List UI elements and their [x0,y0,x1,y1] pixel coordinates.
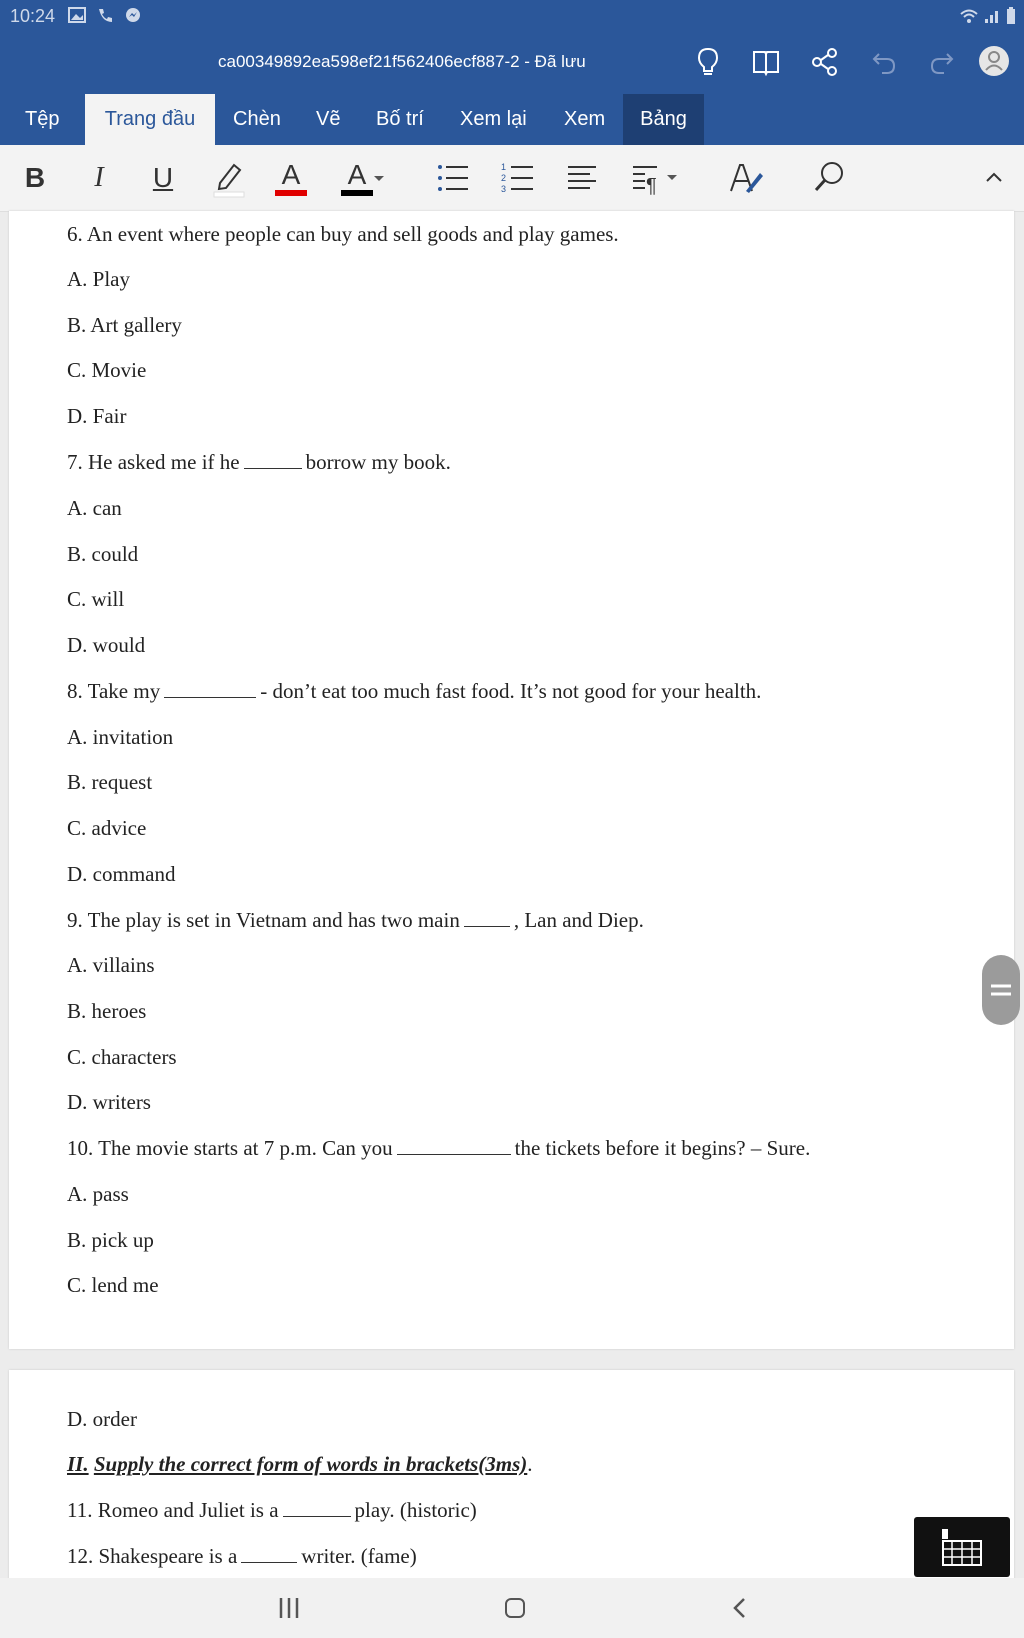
document-title: ca00349892ea598ef21f562406ecf887-2 - Đã lưu [218,52,586,71]
formatting-toolbar [0,145,1024,212]
bullet-list-icon[interactable] [436,157,470,199]
tab-home[interactable]: Trang đầu [85,94,215,145]
tab-view[interactable]: Xem [564,108,606,130]
ribbon-tabs [0,94,1024,145]
tab-table[interactable]: Bảng [623,94,704,145]
status-bar [0,0,1024,32]
text-color-button[interactable] [337,157,389,199]
align-left-icon[interactable] [566,157,598,199]
gallery-icon [68,7,86,23]
account-avatar-icon[interactable] [978,45,1010,77]
reading-mode-icon[interactable] [751,46,781,78]
status-notification-icons [68,7,142,23]
status-time: 10:24 [10,6,56,26]
tab-layout[interactable]: Bố trí [376,108,424,130]
text-color-swatch [341,190,373,196]
tab-file[interactable]: Tệp [25,108,60,130]
answer-blank[interactable] [241,1561,297,1563]
answer-blank[interactable] [283,1515,351,1517]
status-system-icons [960,7,1016,25]
svg-text:2: 2 [501,173,507,183]
svg-text:1: 1 [501,162,507,172]
home-icon[interactable] [503,1596,527,1620]
option-7d: D. would [67,633,146,657]
question-7-post: borrow my book. [305,450,451,474]
option-8d: D. command [67,862,176,886]
option-10b: B. pick up [67,1228,154,1252]
svg-text:¶: ¶ [646,175,657,197]
question-11-post: play. (historic) [354,1498,477,1522]
document-page-2 [9,1370,1014,1590]
chevron-down-icon [373,173,385,183]
numbered-list-icon[interactable] [501,157,535,199]
question-7-pre: 7. He asked me if he [67,450,240,474]
option-10c: C. lend me [67,1273,159,1297]
redo-icon[interactable] [928,46,956,78]
phone-icon [96,7,114,23]
section-heading-period: . [527,1452,533,1476]
lightbulb-icon[interactable] [694,46,722,78]
recent-apps-icon[interactable] [278,1596,300,1620]
section-heading-text: Supply the correct form of words in brackets(3ms) [93,1452,528,1476]
scroll-handle[interactable] [982,955,1020,1025]
question-12-pre: 12. Shakespeare is a [67,1544,238,1568]
back-icon[interactable] [730,1596,750,1620]
option-8a: A. invitation [67,725,174,749]
tab-review[interactable]: Xem lại [460,108,527,130]
battery-icon [1006,7,1016,25]
option-6a: A. Play [67,267,130,291]
option-7b: B. could [67,542,139,566]
question-10-post: the tickets before it begins? – Sure. [514,1136,811,1160]
option-6b: B. Art gallery [67,313,182,337]
question-11 [67,1498,477,1523]
italic-button[interactable]: I [94,162,104,193]
option-7a: A. can [67,496,122,520]
answer-blank[interactable] [244,467,302,469]
font-color-letter: A [281,159,301,190]
signal-icon [984,8,1000,24]
tab-draw[interactable]: Vẽ [316,108,341,130]
scroll-grip-icon [982,955,1020,1025]
question-8-post: - don’t eat too much fast food. It’s not good for your health. [260,679,762,703]
font-color-button[interactable] [273,157,309,199]
underline-button[interactable]: U [152,162,174,193]
option-9b: B. heroes [67,999,147,1023]
question-7 [67,450,451,475]
question-6: 6. An event where people can buy and sell goods and play games. [67,222,619,246]
text-color-letter: A [347,159,367,190]
question-11-pre: 11. Romeo and Juliet is a [67,1498,279,1522]
section-heading [67,1452,533,1477]
font-color-swatch [275,190,307,196]
option-9d: D. writers [67,1090,151,1114]
share-icon[interactable] [811,46,839,78]
text-color-stack [341,160,373,196]
answer-blank[interactable] [464,925,510,927]
question-12-post: writer. (fame) [301,1544,417,1568]
document-page-1 [9,211,1014,1349]
answer-blank[interactable] [164,696,256,698]
highlighter-icon[interactable] [210,157,246,199]
question-8 [67,679,761,704]
system-nav-bar [0,1578,1024,1638]
option-7c: C. will [67,587,125,611]
tab-insert[interactable]: Chèn [233,108,281,130]
styles-icon[interactable] [728,157,764,199]
svg-text:3: 3 [501,184,507,194]
keyboard-icon [914,1517,1010,1577]
option-6c: C. Movie [67,358,147,382]
bold-button[interactable]: B [24,162,46,193]
undo-icon[interactable] [870,46,898,78]
paragraph-marks-icon[interactable] [631,157,679,199]
title-bar [0,32,1024,94]
collapse-ribbon-icon[interactable] [984,157,1004,199]
option-10a: A. pass [67,1182,129,1206]
question-9 [67,908,644,933]
keyboard-toggle-button[interactable] [914,1517,1010,1577]
answer-blank[interactable] [397,1153,511,1155]
section-roman: II. [67,1452,89,1476]
option-10d: D. order [67,1407,137,1431]
option-9c: C. characters [67,1045,177,1069]
option-6d: D. Fair [67,404,127,428]
option-8c: C. advice [67,816,147,840]
find-icon[interactable] [812,157,848,199]
question-9-post: , Lan and Diep. [513,908,644,932]
wifi-icon [960,8,978,24]
question-9-pre: 9. The play is set in Vietnam and has two main [67,908,460,932]
option-8b: B. request [67,770,153,794]
question-12 [67,1544,417,1569]
question-10-pre: 10. The movie starts at 7 p.m. Can you [67,1136,393,1160]
question-8-pre: 8. Take my [67,679,161,703]
messenger-icon [124,7,142,23]
question-10 [67,1136,810,1161]
option-9a: A. villains [67,953,155,977]
